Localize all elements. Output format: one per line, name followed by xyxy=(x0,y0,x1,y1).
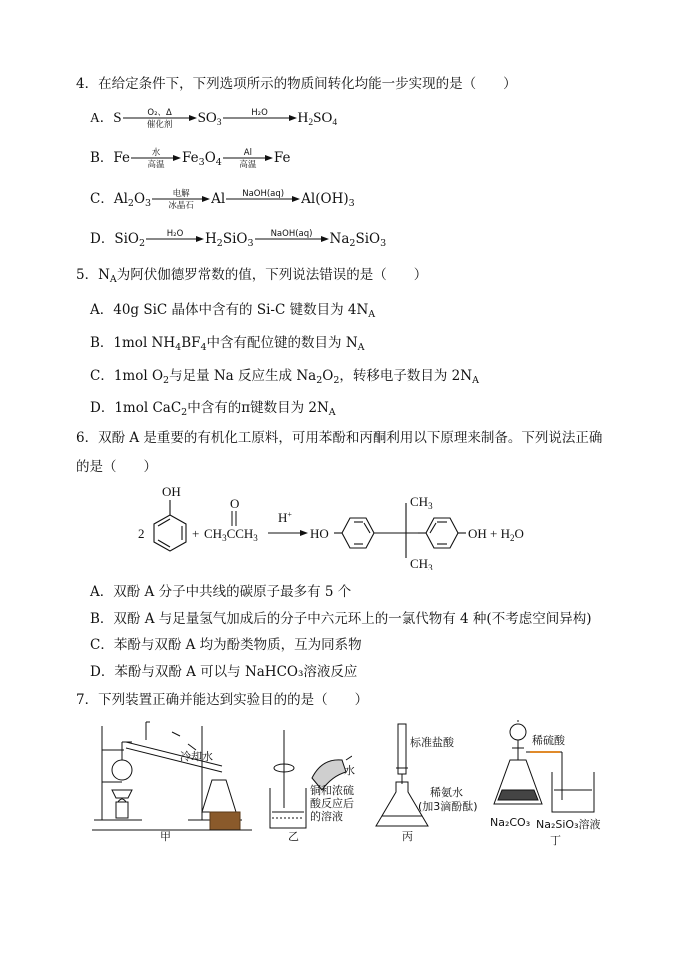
reaction-arrow: H₂O xyxy=(146,230,204,250)
sodium-silicate-label: Na₂SiO₃溶液 xyxy=(536,818,601,831)
copper-acid-solution-label: 铜和浓硫 酸反应后 的溶液 xyxy=(310,784,354,823)
caption-jia: 甲 xyxy=(160,830,171,843)
acetone-oxygen: O xyxy=(230,496,240,511)
q5-stem: 5．$N_A$为阿伏伽德罗常数的值，下列说法错误的是（ ） xyxy=(76,267,428,285)
dilute-ammonia-label: 稀氨水 xyxy=(430,786,463,799)
standard-hcl-label: 标准盐酸 xyxy=(410,736,454,749)
phenol-ring xyxy=(154,500,186,551)
phenolphthalein-label: (加3滴酚酞) xyxy=(418,800,478,813)
q5-option-b: B．1mol $NH_4BF_4$中含有配位键的数目为 $N_A$ xyxy=(90,335,365,353)
reaction-arrow xyxy=(268,530,308,536)
bisphenol-right-ring xyxy=(418,518,466,548)
reaction-arrow: NaOH(aq) xyxy=(226,190,300,210)
bisphenol-a-reaction-equation xyxy=(130,478,570,570)
caption-bing: 丙 xyxy=(402,830,413,843)
reaction-arrow: NaOH(aq) xyxy=(255,230,329,250)
reaction-arrow: 电解 冰晶石 xyxy=(152,190,210,210)
q6-stem-line2: 的是（ ） xyxy=(76,459,157,475)
q6-stem-line1: 6．双酚 A 是重要的有机化工原料，可用苯酚和丙酮利用以下原理来制备。下列说法正确 xyxy=(76,430,603,446)
q6-option-a: A．双酚 A 分子中共线的碳原子最多有 5 个 xyxy=(90,584,352,600)
reaction-arrow: 水 高温 xyxy=(131,149,181,169)
cooling-water-label: 冷却水 xyxy=(180,750,213,763)
q5-option-d: D．1mol CaC$_2$中含有的π键数目为 $2N_A$ xyxy=(90,400,336,418)
carbonyl-double-bond xyxy=(232,511,236,526)
q4-option-a: A．S O₂、Δ 催化剂 $SO_3$ H₂O $H_2SO_4$ xyxy=(90,107,338,130)
dilute-sulfuric-acid-label: 稀硫酸 xyxy=(532,734,565,747)
sodium-carbonate-label: Na₂CO₃ xyxy=(490,816,531,829)
q5-option-a: A．40g SiC 晶体中含有的 Si-C 键数目为 $4N_A$ xyxy=(90,302,376,320)
ho-label: HO xyxy=(310,526,329,541)
methyl-bottom: $CH_3$ xyxy=(410,556,433,570)
acetone-formula-a: $CH_3CCH_3$ xyxy=(204,526,258,543)
caption-ding: 丁 xyxy=(550,834,561,847)
q6-option-c: C．苯酚与双酚 A 均为酚类物质，互为同系物 xyxy=(90,637,362,653)
reaction-arrow: Al 高温 xyxy=(223,149,273,169)
q7-stem: 7．下列装置正确并能达到实验目的的是（ ） xyxy=(76,692,369,708)
phenol-oh-label: OH xyxy=(162,484,181,499)
catalyst-label: H+ xyxy=(278,510,292,525)
product-oh-water: OH + $H_2O$ xyxy=(468,526,524,543)
caption-yi: 乙 xyxy=(288,830,299,843)
apparatus-jia xyxy=(92,720,252,850)
q5-option-c: C．1mol $O_2$与足量 Na 反应生成 $Na_2O_2$，转移电子数目为 $2N_A$ xyxy=(90,368,479,386)
bisphenol-left-ring xyxy=(334,503,418,558)
methyl-top: $CH_3$ xyxy=(410,494,433,511)
reaction-arrow: H₂O xyxy=(223,109,297,129)
coefficient: 2 xyxy=(138,526,145,541)
q6-option-d: D．苯酚与双酚 A 可以与 NaHCO₃溶液反应 xyxy=(90,664,358,680)
q4-option-d: D．SiO$_2$ H₂O $H_2SiO_3$ NaOH(aq) $Na_2SiO_3$ xyxy=(90,228,387,249)
q4-stem: 4．在给定条件下，下列选项所示的物质间转化均能一步实现的是（ ） xyxy=(76,76,517,92)
water-label: 水 xyxy=(344,764,355,777)
q4-option-c: C．$Al_2O_3$ 电解 冰晶石 Al NaOH(aq) $Al(OH)_3$ xyxy=(90,188,355,211)
reaction-arrow: O₂、Δ 催化剂 xyxy=(123,109,197,129)
q6-option-b: B．双酚 A 与足量氢气加成后的分子中六元环上的一氯代物有 4 种(不考虑空间异构) xyxy=(90,611,592,627)
plus-sign: + xyxy=(192,526,200,541)
q4-option-b: B．Fe 水 高温 $Fe_3O_4$ Al 高温 Fe xyxy=(90,147,291,170)
